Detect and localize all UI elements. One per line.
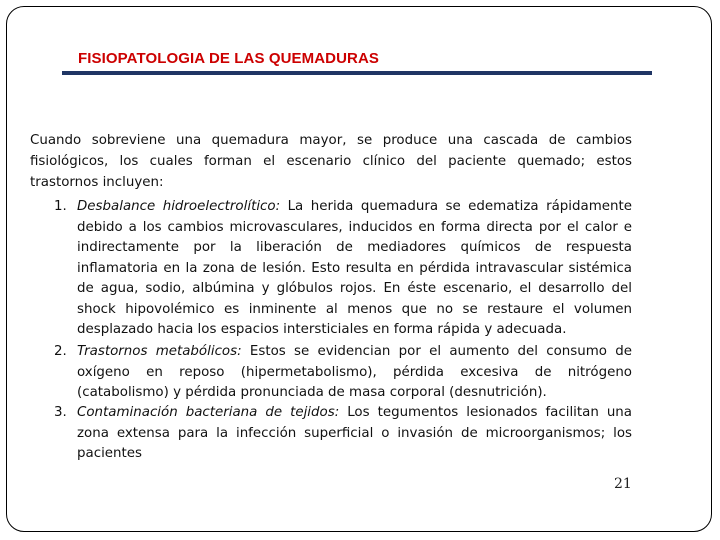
title-underline: [62, 71, 652, 75]
list-item-number: 3.: [54, 405, 67, 420]
intro-paragraph: Cuando sobreviene una quemadura mayor, se produce una cascada de cambios fisiológicos, los cuales forman el escenario clínico del paciente quemado; estos trastornos incluyen:: [30, 133, 632, 190]
list-item-body: [77, 342, 632, 404]
slide-title: FISIOPATOLOGIA DE LAS QUEMADURAS: [78, 50, 379, 67]
list-item-number: 2.: [54, 344, 67, 359]
list-item: [54, 197, 632, 341]
scanned-text-image: [30, 125, 642, 500]
list-item-text: Los tegumentos lesionados facilitan una zona extensa para la infección superficial o invasión de microorganismos; los pacientes: [77, 405, 632, 461]
list-item-term: Contaminación bacteriana de tejidos:: [77, 405, 340, 420]
list-item-body: [77, 197, 632, 341]
list-item: [54, 403, 632, 465]
list-item: [54, 342, 632, 404]
list-item-text: Estos se evidencian por el aumento del consumo de oxígeno en reposo (hipermetabolismo), pérdida excesiva de nitrógeno (catabolismo) y pérdida pronunciada de masa corporal (desnutrición).: [77, 344, 633, 400]
page-number: 21: [614, 476, 632, 492]
list-item-term: Desbalance hidroelectrolítico:: [77, 199, 281, 214]
list-item-text: La herida quemadura se edematiza rápidamente debido a los cambios microvasculares, inducidos en forma directa por el calor e indirectamente por la liberación de mediadores químicos de respuesta inflamatoria en la zona de lesión. Esto resulta en pérdida intravascular sistémica de agua, sodio, albúmina y glóbulos rojos. En éste escenario, el desarrollo del shock hipovolémico es inminente al menos que no se restaure el volumen desplazado hacia los espacios intersticiales en forma rápida y adecuada.: [77, 199, 632, 337]
list-item-term: Trastornos metabólicos:: [77, 344, 242, 359]
list-item-body: [77, 403, 632, 465]
list-item-number: 1.: [54, 199, 67, 214]
